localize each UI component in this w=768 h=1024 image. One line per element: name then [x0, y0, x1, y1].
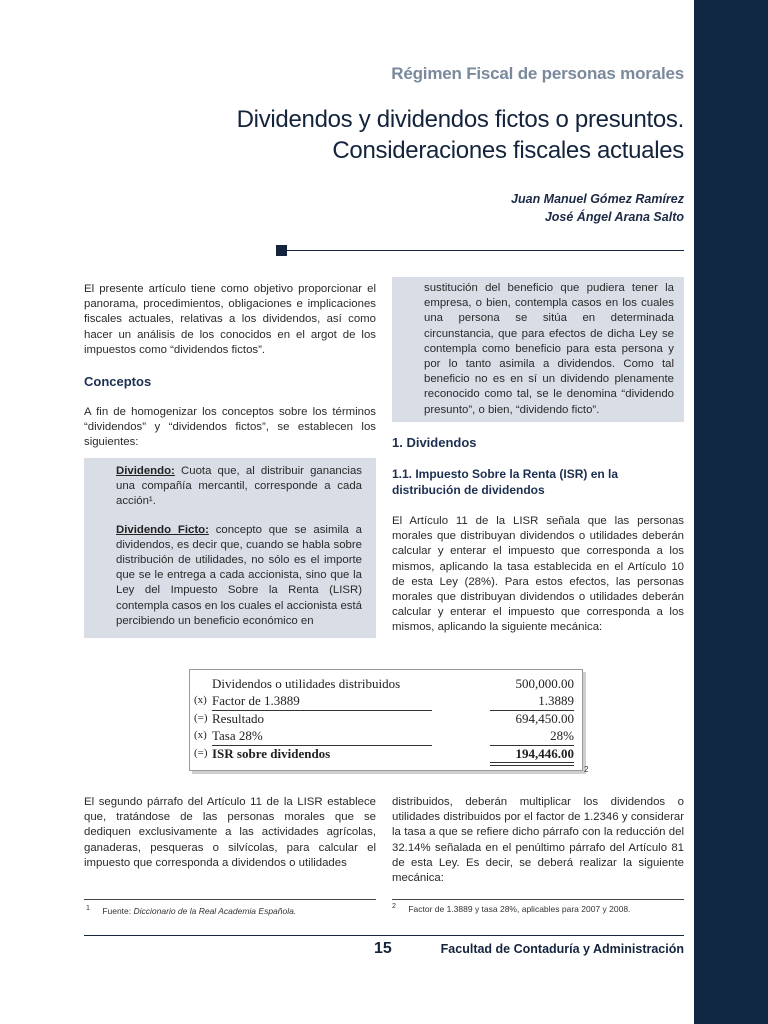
calc-op-4: (x)	[194, 729, 207, 741]
calc-label-4: Tasa 28%	[212, 728, 263, 743]
intro-paragraph: El presente artículo tiene como objetivo proporcionar el panorama, procedimientos, obligaciones e implicaciones fiscales actuales, relativas a los dividendos, así como hacer un análisis de los conocidos en el argot de los impuestos como “dividendos fictos”.	[84, 283, 376, 356]
calc-label-5: ISR sobre dividendos	[212, 746, 331, 761]
footnote-1-label: Fuente:	[102, 905, 132, 916]
rule-square	[276, 245, 287, 256]
footer-faculty: Facultad de Contaduría y Administración	[440, 942, 684, 956]
footnote-1-text: Diccionario de la Real Academia Española.	[133, 905, 297, 916]
definition-dividendo-ficto	[84, 510, 376, 629]
calc-double-rule	[490, 765, 574, 766]
definition-continued-box	[392, 277, 684, 422]
calc-row-2	[190, 693, 582, 710]
footnote-rule-left	[84, 899, 376, 900]
calc-value-1: 500,000.00	[515, 676, 574, 691]
term-dividendo-ficto: Dividendo Ficto:	[116, 523, 209, 536]
heading-isr: 1.1. Impuesto Sobre la Renta (ISR) en la distribución de dividendos	[392, 467, 619, 497]
calc-value-2: 1.3889	[538, 693, 574, 708]
calc-op-5: (=)	[194, 747, 208, 759]
calc-value-3: 694,450.00	[515, 711, 574, 726]
conceptos-paragraph: A fin de homogenizar los conceptos sobre los términos “dividendos” y “dividendos fictos”, se establecen los siguientes:	[84, 406, 376, 449]
calc-op-3: (=)	[194, 712, 208, 724]
author-2: José Ángel Arana Salto	[544, 210, 684, 224]
term-dividendo: Dividendo:	[116, 465, 175, 477]
footnote-1-number: 1	[86, 904, 90, 912]
calc-row-4	[190, 728, 582, 745]
definition-dividendo	[84, 458, 376, 510]
calc-row-3	[190, 711, 582, 728]
calc-value-5: 194,446.00	[515, 746, 574, 761]
calculation-table	[189, 669, 583, 771]
footer-rule	[84, 935, 684, 936]
def-dividendo: Cuota que, al distribuir ganancias una compañía mercantil, corresponde a cada acción¹.	[116, 465, 362, 508]
def-dividendo-ficto: concepto que se asimila a dividendos, es decir que, cuando se habla sobre distribución de utilidades, no sólo es el importe que se le entrega a cada accionista, sino que la Ley del Impuesto Sobre la Renta (LISR) contempla casos en los cuales el accionista está percibiendo un beneficio económico en	[116, 523, 362, 627]
footnote-1	[86, 904, 296, 916]
footnote-2	[392, 902, 630, 914]
definitions-box	[84, 458, 376, 638]
calc-label-2: Factor de 1.3889	[212, 693, 300, 708]
agricola-paragraph-continued: distribuidos, deberán multiplicar los dividendos o utilidades distribuidos por el factor de 1.2346 y considerar la tasa a que se refiere dicho párrafo con la reducción del 32.14% señalada en el penúltimo párrafo del Artículo 81 de esta Ley. Es decir, se deberá realizar la siguiente mecánica:	[392, 796, 684, 885]
title-line-1: Dividendos y dividendos fictos o presuntos.	[236, 106, 684, 133]
agricola-paragraph: El segundo párrafo del Artículo 11 de la LISR establece que, tratándose de las personas morales que se dediquen exclusivamente a las actividades agrícolas, ganaderas, pesqueras o silvícolas, para calcular el impuesto que corresponda a dividendos o utilidades	[84, 796, 376, 869]
footnote-2-number: 2	[392, 902, 396, 910]
calc-row-5	[190, 746, 582, 763]
author-1: Juan Manuel Gómez Ramírez	[511, 192, 684, 206]
article-title	[237, 104, 684, 166]
title-line-2: Consideraciones fiscales actuales	[332, 137, 684, 164]
section-title: Régimen Fiscal de personas morales	[391, 64, 684, 83]
title-rule	[287, 250, 684, 251]
calc-row-1	[190, 676, 582, 693]
calc-value-4: 28%	[550, 728, 574, 743]
calc-op-2: (x)	[194, 694, 207, 706]
table-footnote-mark: 2	[584, 765, 589, 774]
footnote-rule-right	[392, 899, 684, 900]
authors	[511, 190, 684, 226]
calc-double-rule	[490, 762, 574, 763]
isr-paragraph: El Artículo 11 de la LISR señala que las personas morales que distribuyan dividendos o utilidades deberán calcular y enterar el impuesto que corresponda a los mismos, aplicando la tasa establecida en el Artículo 10 de esta Ley (28%). Para estos efectos, las personas morales que distribuyan dividendos o utilidades deberán calcular y enterar el impuesto que corresponda a los mismos, aplicando la siguiente mecánica:	[392, 515, 684, 634]
definition-continued: sustitución del beneficio que pudiera tener la empresa, o bien, contempla casos en los cuales una persona se sitúa en determinada circunstancia, que para efectos de dicha Ley se contempla como beneficio para esta persona y por lo tanto asimila a dividendos. Como tal beneficio no es en sí un dividendo plenamente reconocido como tal, se le denomina “dividendo presunto”, o bien, “dividendo ficto”.	[424, 282, 674, 416]
heading-dividendos: 1. Dividendos	[392, 435, 477, 450]
calc-label-1: Dividendos o utilidades distribuidos	[212, 676, 401, 691]
side-bar	[694, 0, 768, 1024]
page-number: 15	[374, 940, 392, 957]
footnote-2-text: Factor de 1.3889 y tasa 28%, aplicables para 2007 y 2008.	[408, 903, 631, 914]
calc-label-3: Resultado	[212, 711, 264, 726]
heading-conceptos: Conceptos	[84, 374, 152, 389]
